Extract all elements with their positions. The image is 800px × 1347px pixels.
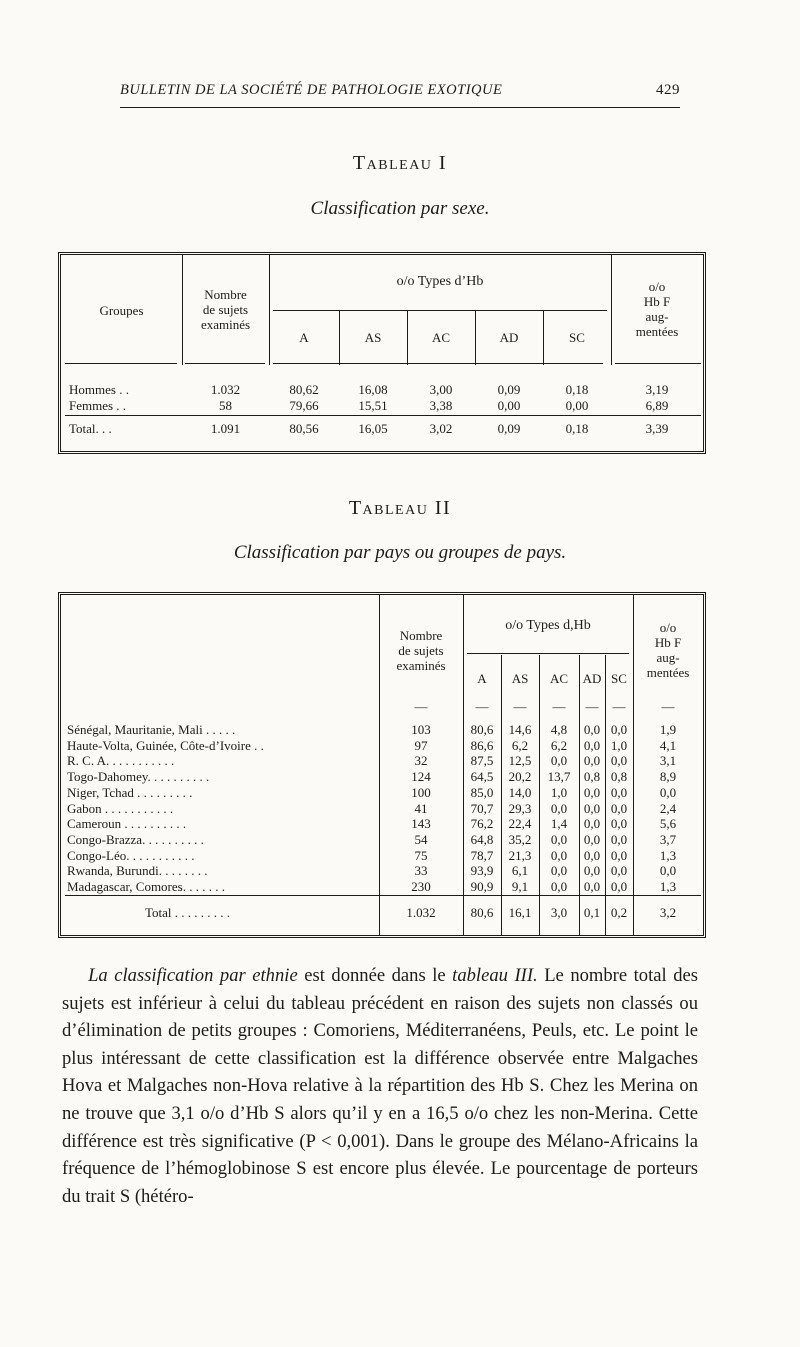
t1-total-label: Total. . . <box>69 421 112 436</box>
t1-header-nombre-l2: de sujets <box>202 302 249 317</box>
t1-total-cell: 80,56 <box>289 421 319 436</box>
t2-cell: 1,0 <box>610 737 628 753</box>
t2-cell: 0,0 <box>583 784 601 800</box>
t1-header-nombre-l3: examinés <box>200 317 251 332</box>
t2-header-hbf-l3: aug- <box>656 650 680 665</box>
t2-cell-hbf: 2,4 <box>659 800 677 816</box>
t1-total-hbf: 3,39 <box>645 421 669 436</box>
t2-cell-n: 124 <box>411 769 431 785</box>
t1-header-hbf-l1: o/o <box>648 279 666 294</box>
t1-total-cell: 16,05 <box>358 421 388 436</box>
t2-cell: 0,0 <box>583 737 601 753</box>
t2-cell: 86,6 <box>470 737 494 753</box>
t1-cell: 16,08 <box>358 382 388 397</box>
body-paragraph <box>62 962 698 1210</box>
table1-subtitle: Classification par sexe. <box>310 198 490 219</box>
t1-type-a: A <box>299 330 309 345</box>
page-number: 429 <box>656 82 680 98</box>
t2-cell-n: 54 <box>414 831 428 847</box>
t2-cell-n: 75 <box>414 847 428 863</box>
t2-cell: 0,0 <box>583 831 601 847</box>
t2-cell: 14,6 <box>508 722 532 737</box>
t2-header-types: o/o Types d,Hb <box>505 618 591 633</box>
t2-type-a: A <box>477 671 487 686</box>
t2-cell: 0,0 <box>610 863 628 879</box>
t1-type-ad: AD <box>499 330 519 345</box>
t1-header-types: o/o Types d’Hb <box>396 274 484 289</box>
t1-row-label: Femmes . . <box>69 398 127 413</box>
t2-cell: 90,9 <box>470 879 494 894</box>
t1-header-hbf-l3: aug- <box>645 309 669 324</box>
t2-cell: 1,4 <box>550 816 568 832</box>
t1-hline <box>273 363 603 364</box>
t2-cell: 0,0 <box>610 753 628 769</box>
t2-type-as: AS <box>511 671 529 686</box>
t1-hline <box>273 310 607 311</box>
header-rule <box>120 107 680 108</box>
t1-cell-hbf: 6,89 <box>645 398 669 413</box>
t2-dash: — <box>475 699 489 714</box>
t1-total-cell: 3,02 <box>429 421 453 436</box>
para-italic-1: La classification par ethnie <box>88 965 298 986</box>
t2-cell-n: 230 <box>411 879 431 894</box>
t2-cell: 35,2 <box>508 831 532 847</box>
t1-hline <box>615 363 701 364</box>
t1-cell-n: 1.032 <box>210 382 241 397</box>
t2-row-label: Madagascar, Comores. . . . . . . <box>67 879 225 894</box>
t2-cell-hbf: 0,0 <box>659 784 677 800</box>
t2-dash: — <box>661 699 675 714</box>
t1-hline <box>65 363 177 364</box>
t2-cell: 64,8 <box>470 831 494 847</box>
t2-total-label: Total . . . . . . . . . <box>145 905 231 920</box>
t2-total-cell: 16,1 <box>508 905 532 920</box>
t2-cell: 87,5 <box>470 753 494 769</box>
t1-hline <box>65 415 701 416</box>
t1-type-ac: AC <box>431 330 451 345</box>
t2-cell-n: 97 <box>414 737 428 753</box>
t1-row-label: Hommes . . <box>69 382 129 397</box>
t1-cell: 80,62 <box>289 382 319 397</box>
t1-header-hbf-l4: mentées <box>635 324 679 339</box>
t2-cell-n: 41 <box>414 800 428 816</box>
t2-total-hbf: 3,2 <box>659 905 677 920</box>
t2-cell-hbf: 1,9 <box>659 722 677 737</box>
t1-cell: 0,18 <box>565 382 589 397</box>
t2-cell-n: 143 <box>411 816 431 832</box>
t2-type-sc: SC <box>611 671 627 686</box>
t2-cell-n: 103 <box>411 722 431 737</box>
t2-cell: 0,0 <box>610 800 628 816</box>
t2-cell-hbf: 8,9 <box>659 769 677 785</box>
t2-row-label: Congo-Brazza. . . . . . . . . . <box>67 831 204 847</box>
t2-cell: 29,3 <box>508 800 532 816</box>
t2-cell-hbf: 1,3 <box>659 847 677 863</box>
t2-total-cell: 3,0 <box>550 905 568 920</box>
t2-cell: 80,6 <box>470 722 494 737</box>
t2-row-label: R. C. A. . . . . . . . . . . <box>67 753 175 769</box>
t2-cell: 93,9 <box>470 863 494 879</box>
t2-cell: 0,8 <box>583 769 601 785</box>
t2-cell: 0,0 <box>610 816 628 832</box>
t2-cell: 21,3 <box>508 847 532 863</box>
t2-cell-hbf: 5,6 <box>659 816 677 832</box>
t2-header-nombre-l2: de sujets <box>398 643 444 658</box>
t2-dash: — <box>585 699 599 714</box>
table2 <box>58 592 706 938</box>
t2-cell: 0,0 <box>550 847 568 863</box>
para-text-2: Le nombre total des sujets est inférieur à celui du tableau précédent en raison des sujets non classés ou d’élimination de petits groupes : Comoriens, Méditerranéens, Peuls, etc. Le point le plus intéressant de cette classification est la différence observée entre Malgaches Hova et Malgaches non-Hova relative à la répartition des Hb S. Chez les Merina on ne trouve que 3,1 o/o d’Hb S alors qu’il y en a 16,5 o/o chez les non-Merina. Cette différence est très significative (P < 0,001). Dans le groupe des Mélano-Africains la fréquence de l’hémoglobinose S est encore plus élevée. Le pourcentage de porteurs du trait S (hétéro- <box>62 965 698 1207</box>
t1-cell: 0,00 <box>497 398 521 413</box>
t2-cell: 6,1 <box>511 863 529 879</box>
t2-dash: — <box>552 699 566 714</box>
t2-cell-hbf: 1,3 <box>659 879 677 894</box>
running-title: BULLETIN DE LA SOCIÉTÉ DE PATHOLOGIE EXOTIQUE <box>120 82 503 98</box>
t2-cell-hbf: 3,7 <box>659 831 677 847</box>
t2-cell: 0,0 <box>550 879 568 894</box>
t2-cell-n: 32 <box>414 753 428 769</box>
t2-dash: — <box>414 699 428 714</box>
t1-header-nombre <box>182 287 269 332</box>
t1-cell-n: 58 <box>219 398 232 413</box>
t2-row-label: Rwanda, Burundi. . . . . . . . <box>67 863 208 879</box>
t2-cell: 0,0 <box>583 847 601 863</box>
t2-cell: 0,0 <box>610 847 628 863</box>
t2-cell: 0,0 <box>583 863 601 879</box>
t2-total-cell: 80,6 <box>470 905 494 920</box>
t1-cell: 3,00 <box>429 382 453 397</box>
t2-cell: 0,0 <box>550 831 568 847</box>
t1-type-sc: SC <box>569 330 585 345</box>
t2-cell: 85,0 <box>470 784 494 800</box>
t1-cell: 0,00 <box>565 398 589 413</box>
t2-row-label: Congo-Léo. . . . . . . . . . . <box>67 847 195 863</box>
t1-cell: 15,51 <box>358 398 388 413</box>
t1-vline <box>269 255 270 365</box>
t2-header-hbf-l4: mentées <box>646 665 690 680</box>
t2-cell-n: 33 <box>414 863 428 879</box>
para-italic-2: tableau III. <box>452 965 538 986</box>
t2-cell-hbf: 3,1 <box>659 753 677 769</box>
para-text-1: est donnée dans le <box>297 965 453 986</box>
t2-cell: 0,0 <box>583 800 601 816</box>
t1-header-groupes: Groupes <box>99 303 144 318</box>
t2-header-nombre <box>379 628 463 673</box>
t2-cell: 22,4 <box>508 816 532 832</box>
t1-header-nombre-l1: Nombre <box>204 287 247 302</box>
t2-cell: 0,0 <box>610 879 628 894</box>
t2-row-label: Sénégal, Mauritanie, Mali . . . . . <box>67 722 236 737</box>
t2-cell: 1,0 <box>550 784 568 800</box>
t2-cell: 0,0 <box>610 722 628 737</box>
t2-row-label: Niger, Tchad . . . . . . . . . <box>67 784 193 800</box>
t2-header-hbf-l2: Hb F <box>654 635 682 650</box>
t2-header-nombre-l1: Nombre <box>399 628 443 643</box>
t2-cell: 0,8 <box>610 769 628 785</box>
t2-cell: 6,2 <box>511 737 529 753</box>
t2-cell: 0,0 <box>583 879 601 894</box>
t2-cell: 0,0 <box>550 800 568 816</box>
t1-cell: 3,38 <box>429 398 453 413</box>
t2-cell: 0,0 <box>583 816 601 832</box>
t1-header-hbf <box>611 279 703 339</box>
t1-cell-n: 1.091 <box>210 421 241 436</box>
t2-cell-hbf: 0,0 <box>659 863 677 879</box>
t2-cell: 14,0 <box>508 784 532 800</box>
t2-cell: 0,0 <box>583 753 601 769</box>
t2-cell: 20,2 <box>508 769 532 785</box>
t2-header-hbf <box>633 620 703 680</box>
t2-total-cell: 0,1 <box>583 905 601 920</box>
t2-row-label: Togo-Dahomey. . . . . . . . . . <box>67 769 210 785</box>
t2-type-ac: AC <box>549 671 569 686</box>
t2-header-nombre-l3: examinés <box>396 658 446 673</box>
t2-hline <box>65 895 701 896</box>
t2-cell: 12,5 <box>508 753 532 769</box>
t2-dash: — <box>513 699 527 714</box>
t1-total-cell: 0,18 <box>565 421 589 436</box>
t2-cell: 0,0 <box>583 722 601 737</box>
t2-cell: 6,2 <box>550 737 568 753</box>
t2-cell: 64,5 <box>470 769 494 785</box>
t2-row-label: Cameroun . . . . . . . . . . <box>67 816 187 832</box>
t1-hline <box>185 363 265 364</box>
t2-cell: 76,2 <box>470 816 494 832</box>
t1-cell: 0,09 <box>497 382 521 397</box>
t1-cell: 79,66 <box>289 398 319 413</box>
t2-cell: 4,8 <box>550 722 568 737</box>
t2-row-label: Gabon . . . . . . . . . . . <box>67 800 174 816</box>
table1 <box>58 252 706 454</box>
t2-dash: — <box>612 699 626 714</box>
t2-cell: 0,0 <box>550 753 568 769</box>
t2-cell-n: 100 <box>411 784 431 800</box>
t2-cell: 70,7 <box>470 800 494 816</box>
t2-cell: 0,0 <box>550 863 568 879</box>
t2-cell: 0,0 <box>610 831 628 847</box>
t2-total-cell: 0,2 <box>610 905 628 920</box>
t2-type-ad: AD <box>582 671 602 686</box>
t2-cell-hbf: 4,1 <box>659 737 677 753</box>
t2-cell: 78,7 <box>470 847 494 863</box>
t2-header-hbf-l1: o/o <box>659 620 677 635</box>
table2-subtitle: Classification par pays ou groupes de pays. <box>233 542 567 563</box>
t2-hline <box>467 653 629 654</box>
t2-total-n: 1.032 <box>406 905 436 920</box>
t1-total-cell: 0,09 <box>497 421 521 436</box>
t1-cell-hbf: 3,19 <box>645 382 669 397</box>
t2-cell: 13,7 <box>547 769 571 785</box>
t1-type-as: AS <box>364 330 382 345</box>
table1-title: Tableau I <box>352 152 448 174</box>
t2-cell: 0,0 <box>610 784 628 800</box>
table2-title: Tableau II <box>348 497 452 519</box>
t1-header-hbf-l2: Hb F <box>643 294 671 309</box>
t2-row-label: Haute-Volta, Guinée, Côte-d’Ivoire . . <box>67 737 264 753</box>
t2-cell: 9,1 <box>511 879 529 894</box>
